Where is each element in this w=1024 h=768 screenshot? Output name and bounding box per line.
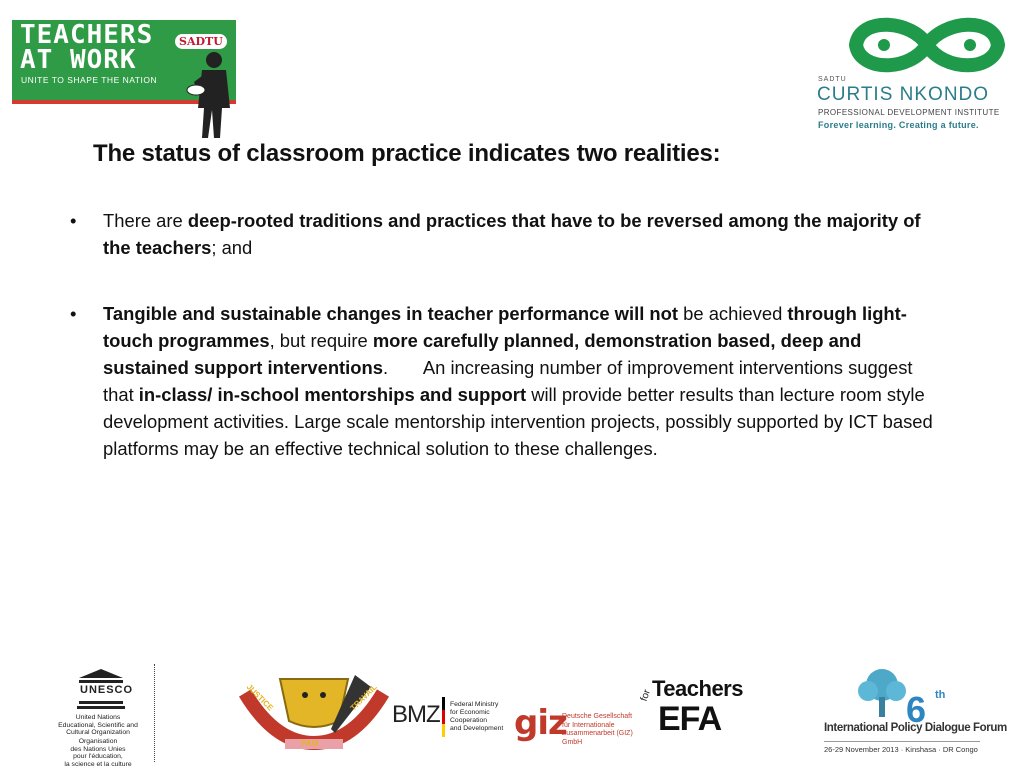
teacher-silhouette-icon — [184, 48, 244, 140]
giz-text-line: Deutsche Gesellschaft — [562, 713, 633, 720]
german-flag-icon — [442, 697, 445, 737]
unesco-en-line: Educational, Scientific and — [58, 721, 138, 729]
sadtu-badge: SADTU — [175, 34, 227, 49]
teachers-at-work-logo — [12, 20, 240, 138]
bmz-logo — [392, 695, 507, 745]
unesco-divider — [154, 664, 156, 762]
drc-motto-right: TRAVAIL — [348, 682, 379, 713]
drc-motto-center: PAIX — [301, 739, 320, 748]
unesco-fr-line: des Nations Unies — [70, 745, 126, 753]
bullet-segment: will provide better results than lecture room style development activities. Large scale mentorship intervention projects, possibly supported by ICT based platforms may be an effective technical solution to these challenges. — [103, 384, 938, 459]
bullet-marker: • — [70, 303, 77, 324]
efa-for: for — [638, 688, 654, 703]
bullet-segment: There are — [103, 210, 188, 231]
giz-text-line: Zusammenarbeit (GIZ) GmbH — [562, 730, 633, 746]
unesco-wordmark: UNESCO — [80, 684, 134, 696]
efa-wordmark: EFA — [658, 700, 722, 738]
bullet-segment: be achieved — [678, 303, 788, 324]
unesco-fr-line: la science et la culture — [64, 760, 132, 768]
unesco-fr-line: Organisation — [78, 738, 118, 745]
ipdf-suffix: th — [935, 689, 946, 701]
bullet-segment-bold: more carefully planned, demonstration based, deep and sustained support interventions — [103, 330, 867, 378]
slide-title: The status of classroom practice indicates two realities: — [93, 140, 721, 167]
unesco-french — [50, 738, 146, 768]
unesco-fr-line: pour l'éducation, — [73, 753, 123, 760]
logo-title-line1: TEACHERS — [20, 20, 154, 50]
bullet-segment: ; and — [211, 237, 253, 258]
bmz-text-line: for Economic Cooperation — [450, 709, 490, 724]
efa-teachers: Teachers — [652, 676, 743, 701]
bullet-segment-bold: in-class/ in-school mentorships and support — [138, 384, 527, 405]
bmz-wordmark: BMZ — [392, 701, 440, 728]
logo-tagline: UNITE TO SHAPE THE NATION — [21, 75, 158, 85]
unesco-en-line: Cultural Organization — [66, 729, 130, 736]
bullet-segment-bold: deep-rooted traditions and practices that have to be reversed among the majority of the teachers — [103, 210, 921, 258]
unesco-en-line: United Nations — [75, 714, 121, 721]
cn-name: CURTIS NKONDO — [817, 84, 990, 105]
cn-subtitle: PROFESSIONAL DEVELOPMENT INSTITUTE — [818, 108, 1000, 117]
teachers-efa-logo — [640, 676, 760, 746]
bullet-segment-bold: Tangible and sustainable changes in teacher performance will not — [103, 303, 679, 324]
logo-title-line2: AT WORK — [20, 45, 137, 75]
ipdf-logo — [820, 665, 1007, 765]
drc-motto-left: JUSTICE — [244, 682, 276, 713]
giz-text — [562, 713, 644, 747]
cn-org: SADTU — [818, 76, 847, 83]
ipdf-dates: 26-29 November 2013 · Kinshasa · DR Congo — [824, 745, 978, 754]
ipdf-name: International Policy Dialogue Forum — [824, 722, 1007, 734]
ipdf-number: 6 — [906, 689, 927, 730]
bmz-text-line: and Development — [450, 725, 504, 732]
tree-icon — [854, 667, 910, 719]
drc-coat-of-arms — [235, 673, 393, 753]
unesco-english — [50, 714, 146, 737]
bmz-text-line: Federal Ministry — [450, 701, 499, 708]
bullet-text — [103, 207, 938, 261]
ipdf-divider — [824, 741, 980, 742]
bullet-marker: • — [70, 210, 77, 231]
cn-tagline: Forever learning. Creating a future. — [818, 120, 979, 130]
infinity-icon — [846, 14, 1008, 76]
giz-logo — [514, 703, 644, 753]
bullet-text — [103, 300, 938, 462]
bullet-segment-bold: through light-touch programmes — [103, 303, 907, 351]
giz-text-line: für Internationale — [562, 721, 615, 729]
bullet-segment: . An increasing number of improvement interventions suggest that — [103, 357, 918, 405]
logo-title — [20, 20, 154, 75]
bullet-segment: , but require — [269, 330, 373, 351]
unesco-logo — [50, 664, 160, 768]
giz-wordmark: giz — [514, 703, 567, 743]
curtis-nkondo-logo — [810, 10, 1014, 135]
bmz-text — [450, 701, 507, 733]
